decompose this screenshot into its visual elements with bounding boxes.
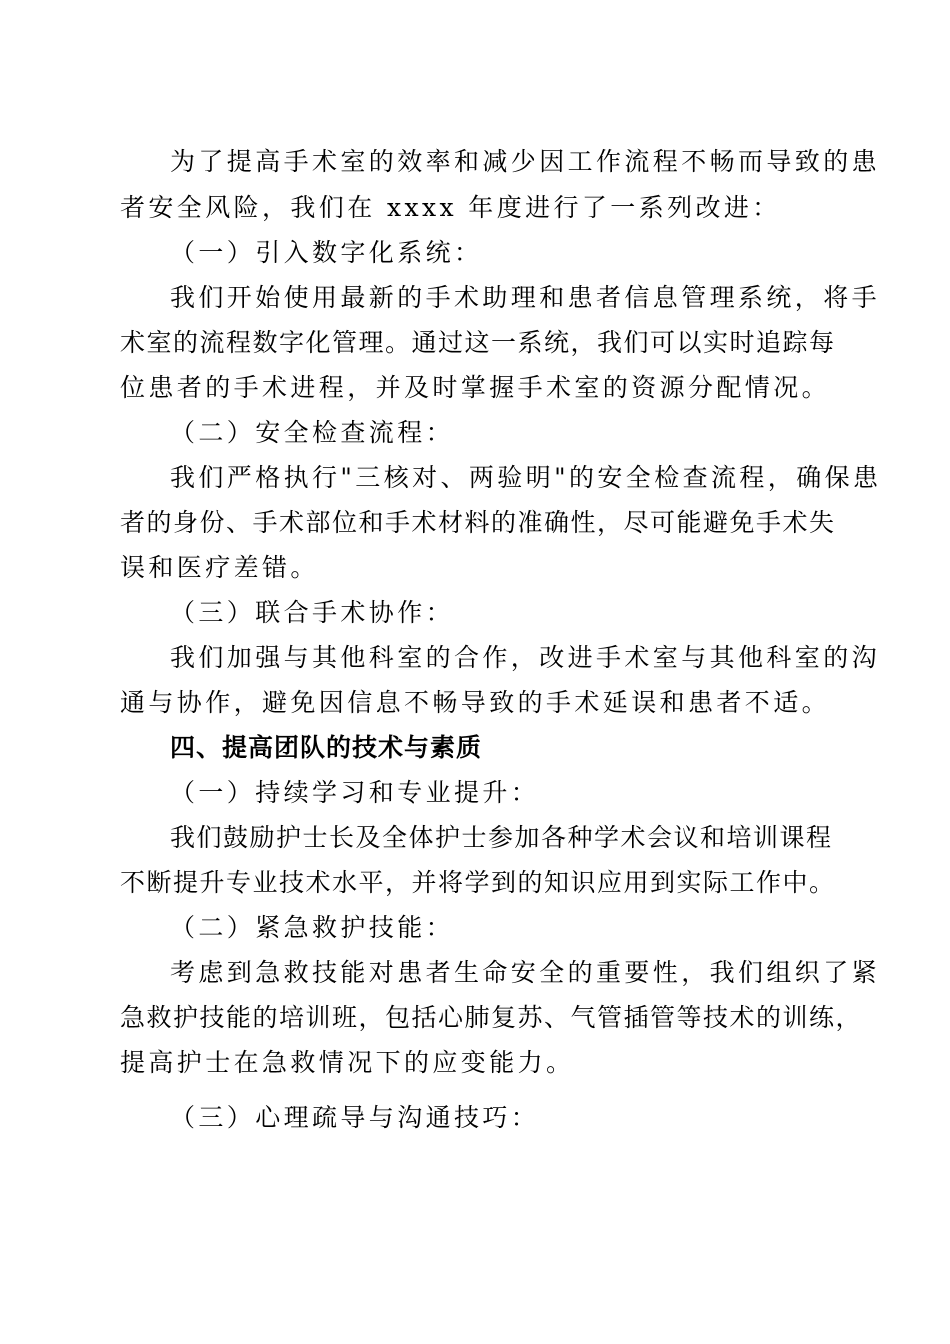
paragraph-line: 急救护技能的培训班，包括心肺复苏、气管插管等技术的训练， — [120, 1003, 863, 1032]
paragraph-line: 我们严格执行"三核对、两验明"的安全检查流程，确保患 — [170, 463, 882, 492]
paragraph-line: 我们鼓励护士长及全体护士参加各种学术会议和培训课程 — [170, 823, 833, 852]
section-heading: 四、提高团队的技术与素质 — [170, 733, 483, 762]
paragraph-line: 者的身份、手术部位和手术材料的准确性，尽可能避免手术失 — [120, 508, 836, 537]
paragraph-line: 通与协作，避免因信息不畅导致的手术延误和患者不适。 — [120, 688, 831, 717]
subsection-heading: （二）紧急救护技能： — [170, 913, 455, 942]
subsection-heading: （一）持续学习和专业提升： — [170, 778, 540, 807]
subsection-heading: （一）引入数字化系统： — [170, 238, 483, 267]
paragraph-line: 我们开始使用最新的手术助理和患者信息管理系统，将手 — [170, 283, 881, 312]
paragraph-line: 我们加强与其他科室的合作，改进手术室与其他科室的沟 — [170, 643, 881, 672]
subsection-heading: （三）心理疏导与沟通技巧： — [170, 1103, 540, 1132]
paragraph-line: 位患者的手术进程，并及时掌握手术室的资源分配情况。 — [120, 373, 831, 402]
paragraph-line: 误和医疗差错。 — [120, 553, 319, 582]
subsection-heading: （三）联合手术协作： — [170, 598, 455, 627]
paragraph-line: 提高护士在急救情况下的应变能力。 — [120, 1048, 575, 1077]
paragraph-line: 者安全风险，我们在 xxxx 年度进行了一系列改进： — [120, 193, 781, 222]
paragraph-line: 考虑到急救技能对患者生命安全的重要性，我们组织了紧 — [170, 958, 881, 987]
paragraph-line: 为了提高手术室的效率和减少因工作流程不畅而导致的患 — [170, 147, 881, 176]
paragraph-line: 术室的流程数字化管理。通过这一系统，我们可以实时追踪每 — [120, 328, 836, 357]
paragraph-line: 不断提升专业技术水平，并将学到的知识应用到实际工作中。 — [120, 868, 836, 897]
subsection-heading: （二）安全检查流程： — [170, 418, 455, 447]
